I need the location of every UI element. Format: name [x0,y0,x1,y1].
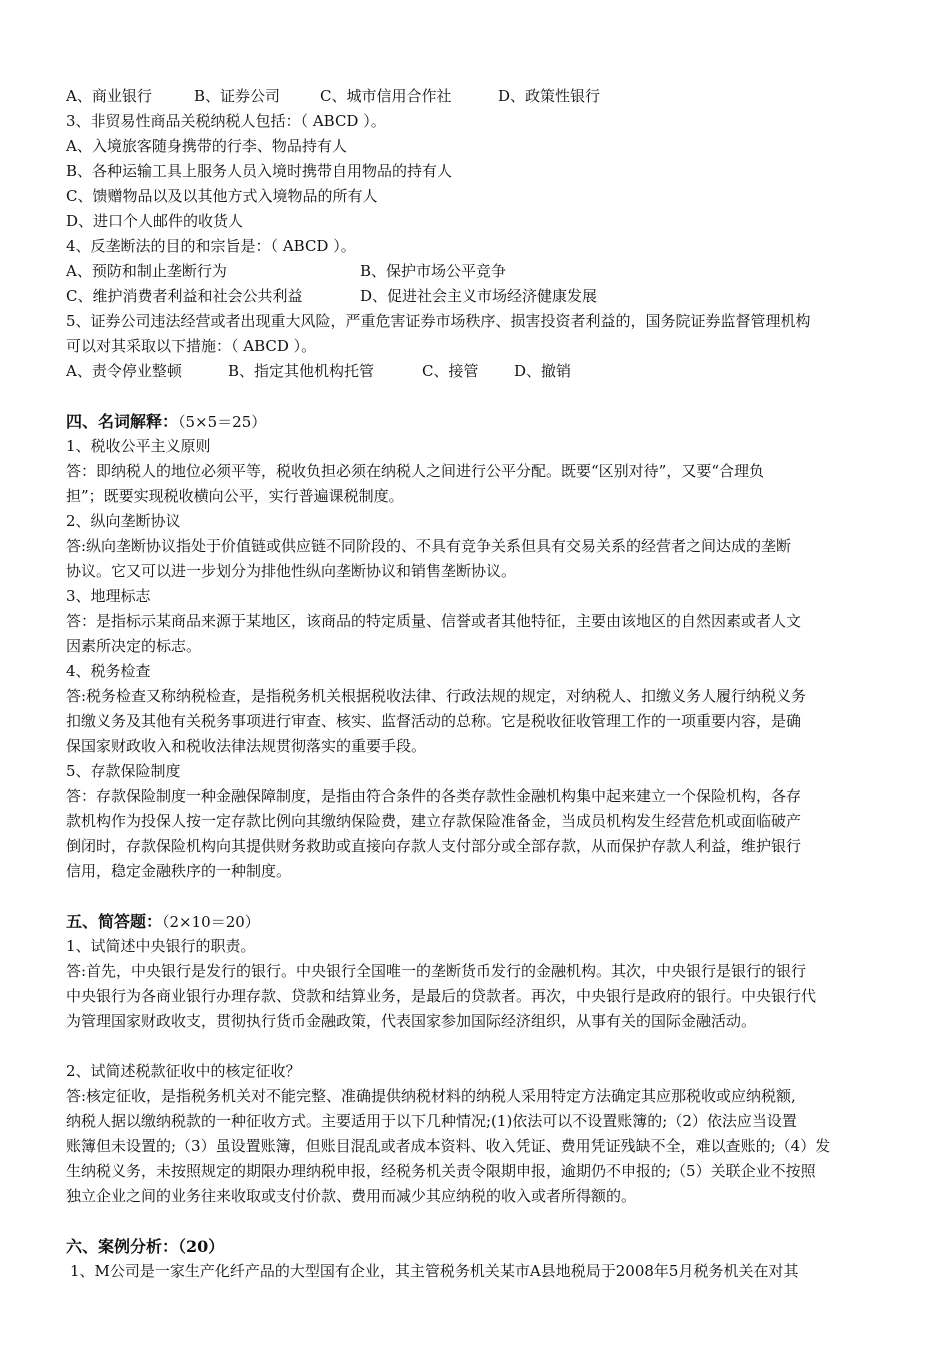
short-answer-2-line-2: 纳税人据以缴纳税款的一种征收方式。主要适用于以下几种情况;(1)依法可以不设置账簿的;（2）依法应当设置 [66,1112,797,1130]
answer-4-line-1: 答:税务检查又称纳税检查，是指税务机关根据税收法律、行政法规的规定，对纳税人、扣缴义务人履行纳税义务 [66,687,807,705]
answer-2-line-2: 协议。它又可以进一步划分为排他性纵向垄断协议和销售垄断协议。 [66,562,517,580]
short-question-2: 2、试简述税款征收中的核定征收？ [66,1062,301,1080]
q3-option-c: C、馈赠物品以及以其他方式入境物品的所有人 [66,187,378,205]
section-5-heading [66,909,896,935]
option-b: B、指定其他机构托管 [228,362,375,380]
option-d: D、政策性银行 [498,87,601,105]
option-d: D、撤销 [514,362,572,380]
question-4: 4、反垄断法的目的和宗旨是：（ ABCD ）。 [66,237,356,255]
answer-2-line-1: 答:纵向垄断协议指处于价值链或供应链不同阶段的、不具有竞争关系但具有交易关系的经营者之间达成的垄断 [66,537,792,555]
option-a: A、责令停业整顿 [66,362,182,380]
option-a: A、预防和制止垄断行为 [66,262,227,280]
answer-5-line-4: 信用，稳定金融秩序的一种制度。 [66,862,292,880]
short-answer-2-line-1: 答:核定征收，是指税务机关对不能完整、准确提供纳税材料的纳税人采用特定方法确定其应那税收或应纳税额, [66,1087,796,1105]
section-4-heading [66,409,896,435]
question-5-line-1: 5、证券公司违法经营或者出现重大风险，严重危害证券市场秩序、损害投资者利益的，国务院证券监督管理机构 [66,312,811,330]
answer-5-line-1: 答：存款保险制度一种金融保障制度，是指由符合条件的各类存款性金融机构集中起来建立一个保险机构，各存 [66,787,802,805]
option-c: C、接管 [422,362,479,380]
answer-3-line-1: 答：是指标示某商品来源于某地区，该商品的特定质量、信誉或者其他特征，主要由该地区的自然因素或者人文 [66,612,802,630]
section-5-score: （2×10＝20） [162,913,260,931]
option-c: C、城市信用合作社 [320,87,452,105]
q4-options-row-1 [66,259,896,284]
question-3: 3、非贸易性商品关税纳税人包括：（ ABCD ）。 [66,112,386,130]
term-2: 2、纵向垄断协议 [66,512,181,530]
option-a: A、商业银行 [66,87,152,105]
section-5-title: 五、简答题： [66,912,163,931]
option-b: B、证券公司 [194,87,281,105]
q4-options-row-2 [66,284,896,309]
answer-4-line-2: 扣缴义务及其他有关税务事项进行审查、核实、监督活动的总称。它是税收征收管理工作的一项重要内容，是确 [66,712,802,730]
term-1: 1、税收公平主义原则 [66,437,211,455]
answer-5-line-3: 倒闭时，存款保险机构向其提供财务救助或直接向存款人支付部分或全部存款，从而保护存款人利益，维护银行 [66,837,802,855]
short-answer-2-line-4: 生纳税义务，未按照规定的期限办理纳税申报，经税务机关责令限期申报，逾期仍不申报的;（5）关联企业不按照 [66,1162,816,1180]
q2-options [66,84,896,109]
q3-option-b: B、各种运输工具上服务人员入境时携带自用物品的持有人 [66,162,453,180]
term-4: 4、税务检查 [66,662,151,680]
answer-5-line-2: 款机构作为投保人按一定存款比例向其缴纳保险费，建立存款保险准备金，当成员机构发生经营危机或面临破产 [66,812,802,830]
short-answer-1-line-3: 为管理国家财政收支，贯彻执行货币金融政策，代表国家参加国际经济组织，从事有关的国际金融活动。 [66,1012,757,1030]
q3-option-d: D、进口个人邮件的收货人 [66,212,244,230]
short-answer-2-line-3: 账簿但未设置的;（3）虽设置账簿，但账目混乱或者成本资料、收入凭证、费用凭证残缺不全，难以查账的;（4）发 [66,1137,831,1155]
answer-1-line-2: 担”；既要实现税收横向公平，实行普遍课税制度。 [66,487,404,505]
answer-4-line-3: 保国家财政收入和税收法律法规贯彻落实的重要手段。 [66,737,427,755]
section-4-score: （5×5＝25） [178,413,267,431]
section-4-title: 四、名词解释： [66,412,179,431]
section-6-heading: 六、案例分析：（20） [66,1237,225,1256]
short-answer-1-line-2: 中央银行为各商业银行办理存款、贷款和结算业务，是最后的贷款者。再次，中央银行是政府的银行。中央银行代 [66,987,817,1005]
short-answer-2-line-5: 独立企业之间的业务往来收取或支付价款、费用而减少其应纳税的收入或者所得额的。 [66,1187,637,1205]
q5-options [66,359,896,384]
q3-option-a: A、入境旅客随身携带的行李、物品持有人 [66,137,347,155]
case-question-1: 1、M公司是一家生产化纤产品的大型国有企业，其主管税务机关某市A县地税局于2008年5月税务机关在对其 [70,1262,799,1280]
option-d: D、促进社会主义市场经济健康发展 [360,287,598,305]
short-answer-1-line-1: 答:首先，中央银行是发行的银行。中央银行全国唯一的垄断货币发行的金融机构。其次，中央银行是银行的银行 [66,962,807,980]
question-5-line-2: 可以对其采取以下措施：（ ABCD ）。 [66,337,317,355]
term-5: 5、存款保险制度 [66,762,181,780]
answer-1-line-1: 答：即纳税人的地位必须平等，税收负担必须在纳税人之间进行公平分配。既要“区别对待”，又要“合理负 [66,462,765,480]
answer-3-line-2: 因素所决定的标志。 [66,637,202,655]
term-3: 3、地理标志 [66,587,151,605]
short-question-1: 1、试简述中央银行的职责。 [66,937,256,955]
option-c: C、维护消费者利益和社会公共利益 [66,287,303,305]
option-b: B、保护市场公平竞争 [360,262,507,280]
